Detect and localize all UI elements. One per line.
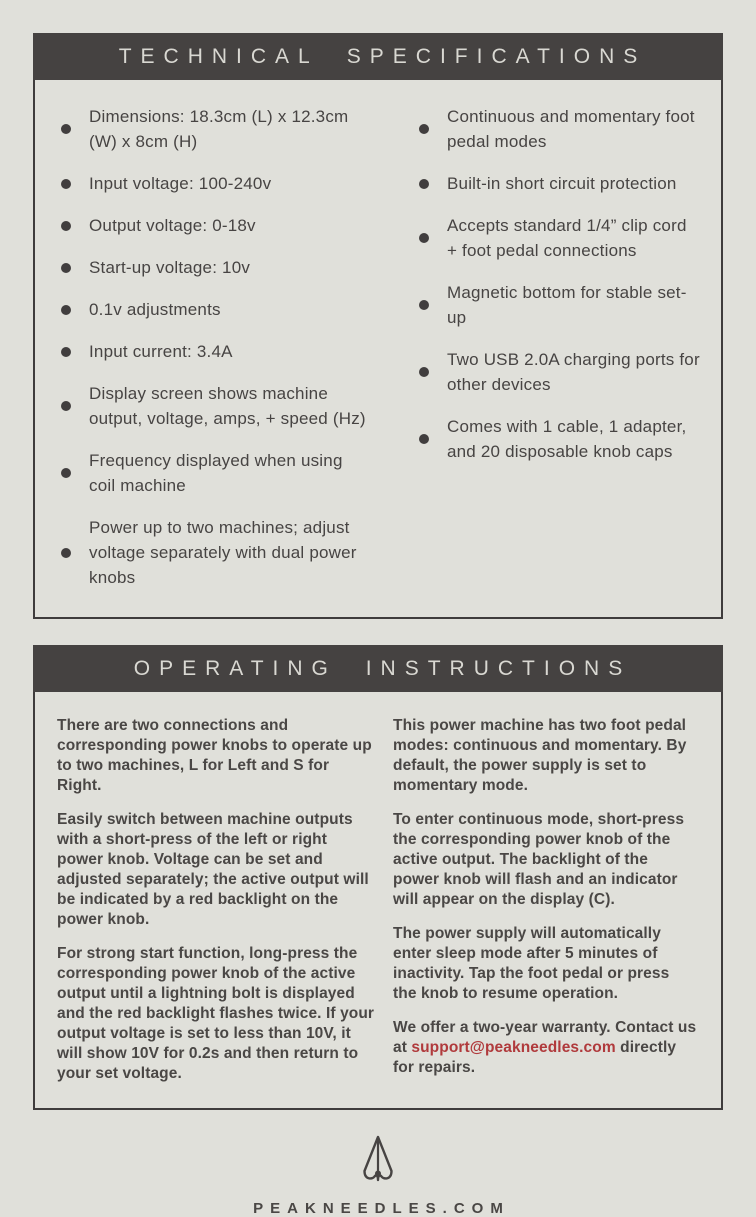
spec-item-text: Frequency displayed when using coil machine xyxy=(89,451,343,495)
bullet-dot-icon xyxy=(61,347,71,357)
spec-item xyxy=(59,297,417,322)
spec-item-text: Dimensions: 18.3cm (L) x 12.3cm (W) x 8cm (H) xyxy=(89,107,349,151)
instructions-right-column xyxy=(393,716,701,1098)
spec-item-text: Input current: 3.4A xyxy=(89,342,233,361)
operating-instructions-box xyxy=(33,692,723,1110)
tech-specs-box xyxy=(33,80,723,619)
spec-item-text: Power up to two machines; adjust voltage separately with dual power knobs xyxy=(89,518,357,587)
warranty-paragraph xyxy=(393,1018,697,1078)
instruction-paragraph: This power machine has two foot pedal modes: continuous and momentary. By default, the power supply is set to momentary mode. xyxy=(393,717,687,794)
bullet-dot-icon xyxy=(419,124,429,134)
bullet-dot-icon xyxy=(61,221,71,231)
needle-nib-icon xyxy=(355,1134,401,1194)
bullet-dot-icon xyxy=(419,367,429,377)
page-footer xyxy=(33,1110,723,1217)
instruction-paragraph: There are two connections and corresponding power knobs to operate up to two machines, L for Left and S for Right. xyxy=(57,717,372,794)
tech-specs-right-column xyxy=(417,104,701,607)
bullet-dot-icon xyxy=(419,179,429,189)
spec-item xyxy=(417,347,701,397)
spec-item-text: Built-in short circuit protection xyxy=(447,174,677,193)
brand-wordmark: PEAKNEEDLES.COM xyxy=(253,1200,510,1217)
instruction-paragraph: Easily switch between machine outputs with a short-press of the left or right power knob. Voltage can be set and adjusted separately; the active output will be indicated by a red backlight on the power knob. xyxy=(57,811,369,928)
spec-item xyxy=(417,414,701,464)
operating-instructions-section xyxy=(33,645,723,1110)
spec-item xyxy=(59,255,417,280)
operating-instructions-header xyxy=(33,645,723,692)
bullet-dot-icon xyxy=(61,179,71,189)
bullet-dot-icon xyxy=(61,263,71,273)
bullet-dot-icon xyxy=(61,401,71,411)
spec-item xyxy=(59,339,417,364)
bullet-dot-icon xyxy=(61,548,71,558)
bullet-dot-icon xyxy=(419,434,429,444)
spec-item xyxy=(417,280,701,330)
spec-item xyxy=(59,213,417,238)
spec-item xyxy=(417,104,701,154)
instruction-paragraph: To enter continuous mode, short-press the corresponding power knob of the active output. The backlight of the power knob will flash and an indicator will appear on the display (C). xyxy=(393,811,685,908)
instructions-left-column xyxy=(57,716,393,1098)
instruction-paragraph: The power supply will automatically enter sleep mode after 5 minutes of inactivity. Tap the foot pedal or press the knob to resume operation. xyxy=(393,925,670,1002)
spec-item xyxy=(59,171,417,196)
instruction-paragraph: For strong start function, long-press the corresponding power knob of the active output until a lightning bolt is displayed and the red backlight flashes twice. If your output voltage is set to less than 10V, it will show 10V for 0.2s and then return to your set voltage. xyxy=(57,945,375,1082)
spec-item xyxy=(59,515,417,590)
spec-item-text: Two USB 2.0A charging ports for other devices xyxy=(447,350,700,394)
spec-item-text: Display screen shows machine output, voltage, amps, + speed (Hz) xyxy=(89,384,366,428)
bullet-dot-icon xyxy=(61,124,71,134)
support-email-link[interactable]: support@peakneedles.com xyxy=(411,1039,616,1056)
spec-item xyxy=(417,171,701,196)
warranty-text-after: directly for repairs. xyxy=(393,1039,677,1076)
spec-item-text: Comes with 1 cable, 1 adapter, and 20 disposable knob caps xyxy=(447,417,687,461)
spec-item xyxy=(417,213,701,263)
spec-item xyxy=(59,104,417,154)
spec-item-text: Magnetic bottom for stable set-up xyxy=(447,283,687,327)
bullet-dot-icon xyxy=(61,305,71,315)
spec-item-text: 0.1v adjustments xyxy=(89,300,221,319)
spec-item-text: Start-up voltage: 10v xyxy=(89,258,251,277)
spec-item-text: Accepts standard 1/4” clip cord + foot pedal connections xyxy=(447,216,687,260)
operating-instructions-title: OPERATING INSTRUCTIONS xyxy=(133,656,632,680)
bullet-dot-icon xyxy=(419,233,429,243)
spec-item-text: Output voltage: 0-18v xyxy=(89,216,256,235)
bullet-dot-icon xyxy=(61,468,71,478)
warranty-text-before: We offer a two-year warranty. Contact us at xyxy=(393,1019,697,1056)
tech-specs-section xyxy=(33,33,723,619)
tech-specs-left-column xyxy=(59,104,417,607)
spec-item-text: Input voltage: 100-240v xyxy=(89,174,272,193)
tech-specs-header xyxy=(33,33,723,80)
spec-item-text: Continuous and momentary foot pedal modes xyxy=(447,107,695,151)
spec-item xyxy=(59,448,417,498)
bullet-dot-icon xyxy=(419,300,429,310)
spec-item xyxy=(59,381,417,431)
page xyxy=(33,0,723,1217)
tech-specs-title: TECHNICAL SPECIFICATIONS xyxy=(118,44,647,68)
section-divider-gap xyxy=(33,619,723,645)
